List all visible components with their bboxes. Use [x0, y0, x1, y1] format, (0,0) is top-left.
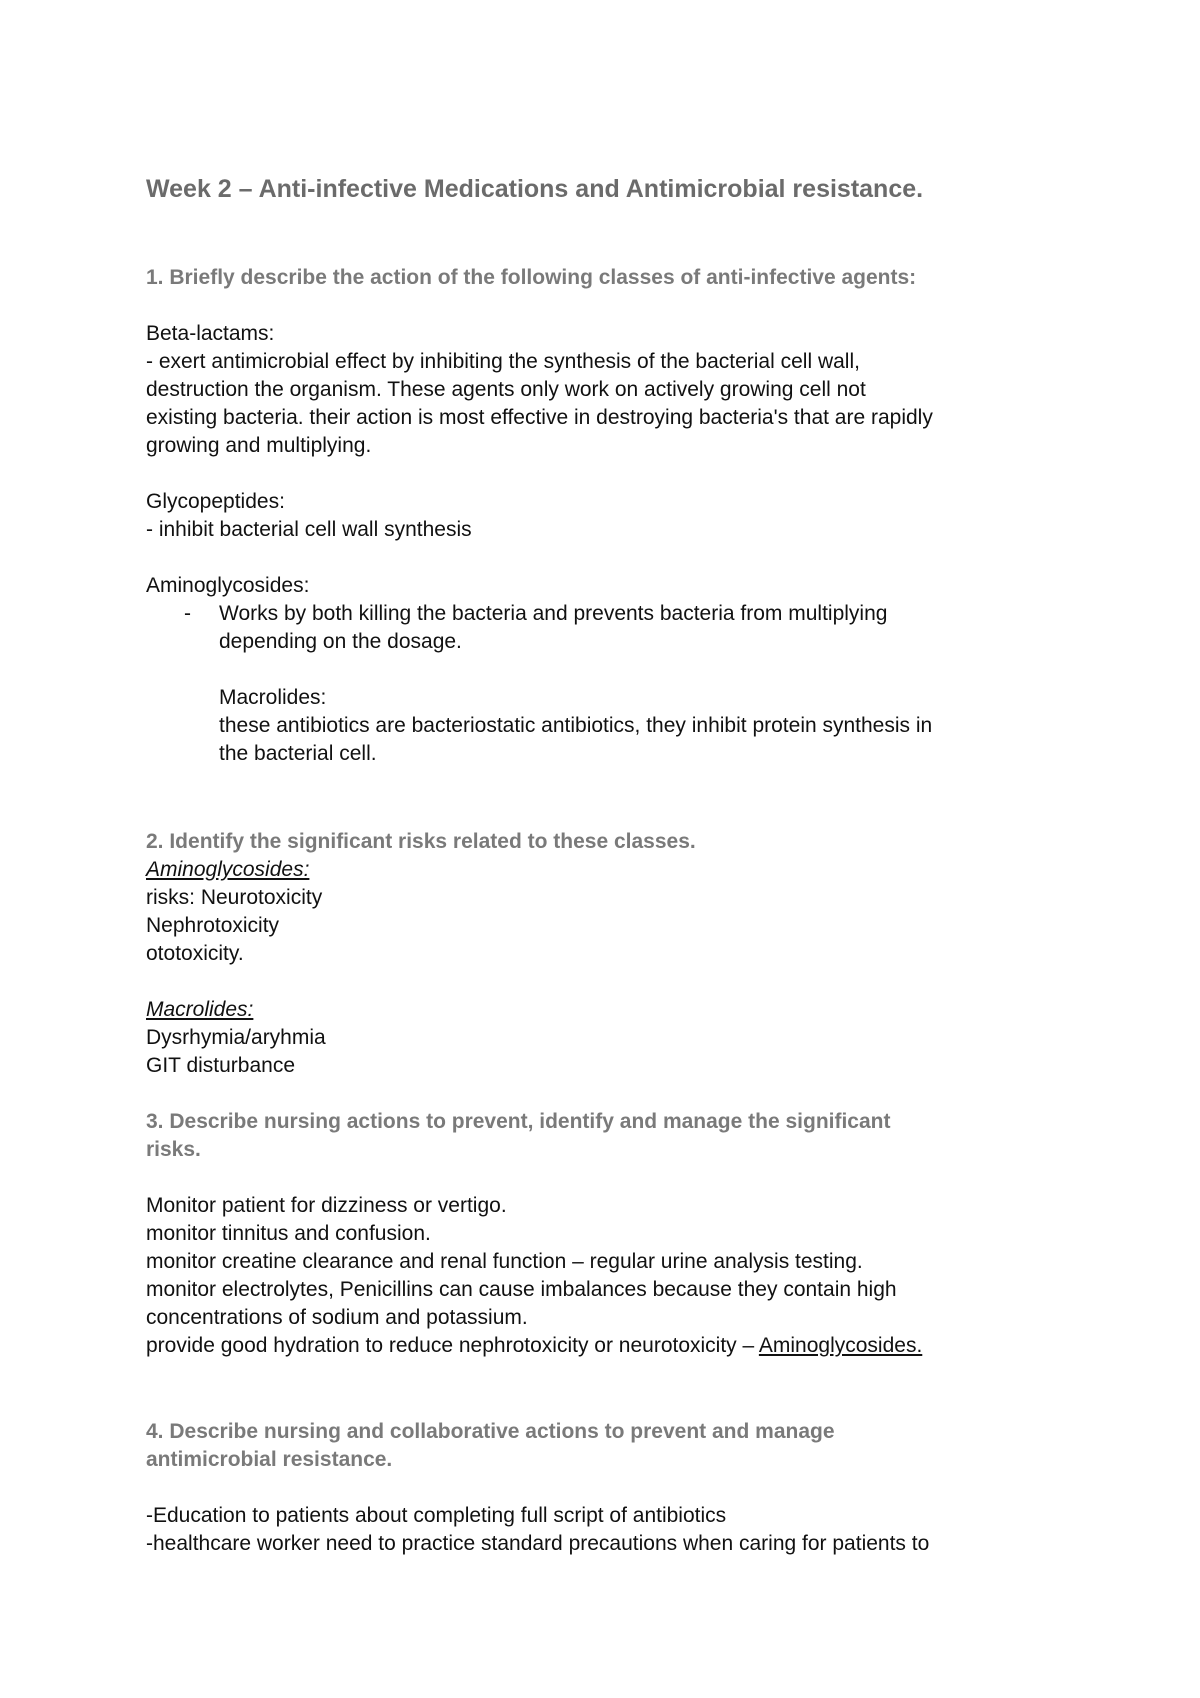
beta-lactams-line: destruction the organism. These agents only work on actively growing cell not: [146, 378, 866, 401]
risk-line: ototoxicity.: [146, 942, 244, 965]
glycopeptides-line: - inhibit bacterial cell wall synthesis: [146, 518, 472, 541]
document-title: Week 2 – Anti-infective Medications and Antimicrobial resistance.: [146, 175, 924, 203]
nursing-action-line: monitor electrolytes, Penicillins can cause imbalances because they contain high: [146, 1278, 897, 1301]
nursing-action-line: concentrations of sodium and potassium.: [146, 1306, 528, 1329]
macrolides-line: the bacterial cell.: [219, 742, 377, 765]
question-1-heading: 1. Briefly describe the action of the following classes of anti-infective agents:: [146, 266, 917, 289]
nursing-action-text: provide good hydration to reduce nephrotoxicity or neurotoxicity –: [146, 1334, 759, 1357]
list-dash: -: [184, 602, 191, 625]
nursing-action-line: monitor tinnitus and confusion.: [146, 1222, 431, 1245]
beta-lactams-label: Beta-lactams:: [146, 322, 275, 345]
resistance-action-line: -healthcare worker need to practice standard precautions when caring for patients to: [146, 1532, 930, 1555]
nursing-action-line: [146, 1334, 922, 1358]
question-3-heading: risks.: [146, 1138, 201, 1161]
beta-lactams-line: - exert antimicrobial effect by inhibiting the synthesis of the bacterial cell wall,: [146, 350, 860, 373]
aminoglycosides-risk-label: Aminoglycosides:: [146, 858, 310, 881]
risk-line: GIT disturbance: [146, 1054, 296, 1077]
nursing-action-line: Monitor patient for dizziness or vertigo.: [146, 1194, 507, 1217]
aminoglycosides-label: Aminoglycosides:: [146, 574, 310, 597]
macrolides-line: these antibiotics are bacteriostatic antibiotics, they inhibit protein synthesis in: [219, 714, 933, 737]
glycopeptides-label: Glycopeptides:: [146, 490, 285, 513]
question-2-heading: 2. Identify the significant risks related to these classes.: [146, 830, 696, 853]
risk-line: Nephrotoxicity: [146, 914, 280, 937]
aminoglycosides-line: depending on the dosage.: [219, 630, 462, 653]
resistance-action-line: -Education to patients about completing full script of antibiotics: [146, 1504, 727, 1527]
nursing-action-line: monitor creatine clearance and renal function – regular urine analysis testing.: [146, 1250, 863, 1273]
question-4-heading: antimicrobial resistance.: [146, 1448, 393, 1471]
risk-line: Dysrhymia/aryhmia: [146, 1026, 326, 1049]
macrolides-label: Macrolides:: [219, 686, 327, 709]
macrolides-risk-label: Macrolides:: [146, 998, 254, 1021]
aminoglycosides-line: Works by both killing the bacteria and prevents bacteria from multiplying: [219, 602, 888, 625]
aminoglycosides-reference: Aminoglycosides.: [758, 1334, 923, 1357]
question-4-heading: 4. Describe nursing and collaborative actions to prevent and manage: [146, 1420, 835, 1443]
question-3-heading: 3. Describe nursing actions to prevent, identify and manage the significant: [146, 1110, 891, 1133]
beta-lactams-line: existing bacteria. their action is most effective in destroying bacteria's that are rapidly: [146, 406, 933, 429]
risk-line: risks: Neurotoxicity: [146, 886, 323, 909]
beta-lactams-line: growing and multiplying.: [146, 434, 372, 457]
